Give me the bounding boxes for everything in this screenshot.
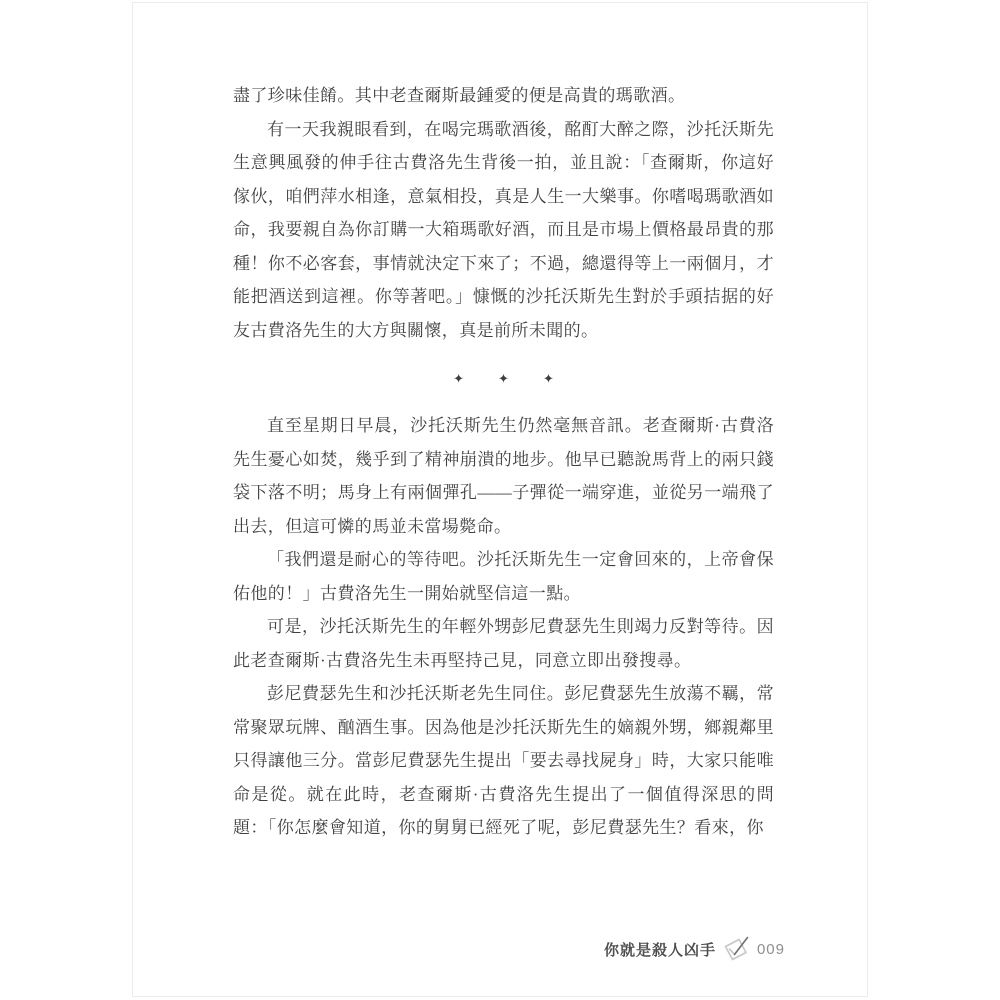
paragraph: 可是，沙托沃斯先生的年輕外甥彭尼費瑟先生則竭力反對等待。因此老查爾斯·古費洛先生未再堅持己見，同意立即出發搜尋。 [233,617,774,670]
paragraph: 盡了珍味佳餚。其中老查爾斯最鍾愛的便是高貴的瑪歌酒。 [233,86,686,105]
book-page [132,2,868,997]
diamond-icon: ✦ [498,370,509,386]
diamond-icon: ✦ [542,370,554,386]
diamond-icon: ✦ [453,370,465,386]
page-number: 009 [756,941,785,958]
page-footer [604,936,785,963]
body-text [233,79,774,845]
section-separator [233,347,774,409]
paragraph: 直至星期日早晨，沙托沃斯先生仍然毫無音訊。老查爾斯·古費洛先生憂心如焚，幾乎到了精神崩潰的地步。他早已聽說馬背上的兩只錢袋下落不明；馬身上有兩個彈孔——子彈從一端穿進，並從另一端飛了出去，但這可憐的馬並未當場斃命。 [233,416,774,536]
paragraph: 彭尼費瑟先生和沙托沃斯老先生同住。彭尼費瑟先生放蕩不羈，常常聚眾玩牌、酗酒生事。因為他是沙托沃斯先生的嫡親外甥，鄉親鄰里只得讓他三分。當彭尼費瑟先生提出「要去尋找屍身」時，大家只能唯命是從。就在此時，老查爾斯·古費洛先生提出了一個值得深思的問題：「你怎麼會知道，你的舅舅已經死了呢，彭尼費瑟先生？看來，你 [233,684,774,837]
paragraph: 有一天我親眼看到，在喝完瑪歌酒後，酩酊大醉之際，沙托沃斯先生意興風發的伸手往古費洛先生背後一拍，並且說：「查爾斯，你這好傢伙，咱們萍水相逢，意氣相投，真是人生一大樂事。你嗜喝瑪歌酒如命，我要親自為你訂購一大箱瑪歌好酒，而且是市場上價格最昂貴的那種！你不必客套，事情就決定下來了；不過，總還得等上一兩個月，才能把酒送到這裡。你等著吧。」慷慨的沙托沃斯先生對於手頭拮据的好友古費洛先生的大方與關懷，真是前所未聞的。 [233,119,774,340]
running-book-title: 你就是殺人凶手 [603,943,716,959]
pen-note-icon [723,936,750,963]
paragraph: 「我們還是耐心的等待吧。沙托沃斯先生一定會回來的，上帝會保佑他的！」古費洛先生一開始就堅信這一點。 [233,550,774,603]
